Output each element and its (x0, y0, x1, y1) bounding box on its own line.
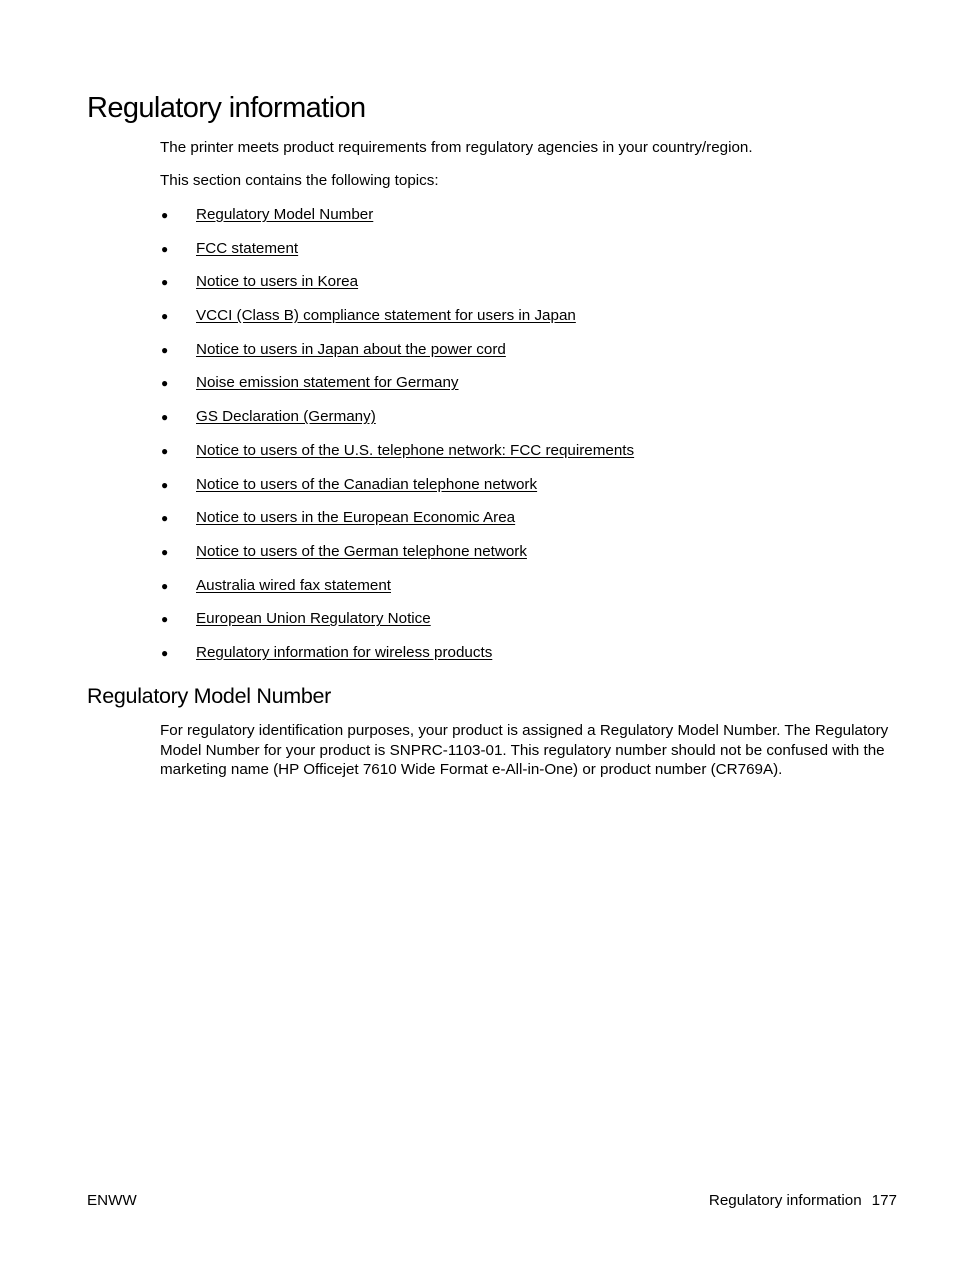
footer-section-name: Regulatory information (708, 1192, 862, 1209)
bullet-icon: ● (161, 578, 169, 593)
topic-link-australia-fax[interactable]: Australia wired fax statement (196, 576, 391, 594)
bullet-icon: ● (161, 511, 169, 526)
bullet-icon: ● (161, 477, 169, 492)
topic-link-japan-power-cord[interactable]: Notice to users in Japan about the power cord (196, 340, 506, 358)
topic-link-european-economic-area[interactable]: Notice to users in the European Economic Area (196, 509, 516, 527)
bullet-icon: ● (161, 410, 169, 425)
bullet-icon: ● (161, 208, 169, 222)
topic-link-us-telephone-fcc[interactable]: Notice to users of the U.S. telephone network: FCC requirements (196, 441, 635, 459)
intro-text: The printer meets product requirements from regulatory agencies in your country/region. (160, 139, 753, 156)
topic-link-eu-regulatory-notice[interactable]: European Union Regulatory Notice (196, 610, 431, 628)
page-title: Regulatory information (87, 92, 366, 124)
topic-link-korea-notice[interactable]: Notice to users in Korea (196, 273, 359, 291)
bullet-icon: ● (161, 376, 169, 391)
section-body-text: For regulatory identification purposes, your product is assigned a Regulatory Model Number. The Regulatory Model Number for your product is SNPRC-1103-01. This regulatory number should not be confused with the marketing name (HP Officejet 7610 Wide Format e-All-in-One) or product number (CR769A). (160, 722, 889, 778)
topic-link-canadian-telephone[interactable]: Notice to users of the Canadian telephone network (196, 475, 538, 493)
page-number: 177 (871, 1192, 897, 1209)
bullet-icon: ● (161, 443, 169, 458)
bullet-icon: ● (161, 342, 169, 357)
bullet-icon: ● (161, 645, 169, 660)
bullet-icon: ● (161, 275, 169, 290)
topic-link-fcc-statement[interactable]: FCC statement (196, 239, 299, 257)
section-title: Regulatory Model Number (87, 684, 332, 708)
topic-link-wireless-products[interactable]: Regulatory information for wireless products (196, 643, 493, 661)
topic-link-noise-emission-germany[interactable]: Noise emission statement for Germany (196, 374, 459, 392)
bullet-icon: ● (161, 241, 169, 256)
topic-link-regulatory-model-number[interactable]: Regulatory Model Number (196, 206, 374, 223)
bullet-icon: ● (161, 612, 169, 627)
footer-right (709, 1191, 897, 1211)
topic-link-gs-declaration[interactable]: GS Declaration (Germany) (196, 408, 376, 426)
bullet-icon: ● (161, 544, 169, 559)
bullet-icon: ● (161, 309, 169, 324)
topic-link-vcci-japan[interactable]: VCCI (Class B) compliance statement for users in Japan (196, 307, 576, 325)
footer-left-label: ENWW (87, 1192, 137, 1209)
topic-link-german-telephone[interactable]: Notice to users of the German telephone network (196, 542, 527, 560)
topics-intro-text: This section contains the following topics: (160, 172, 439, 189)
